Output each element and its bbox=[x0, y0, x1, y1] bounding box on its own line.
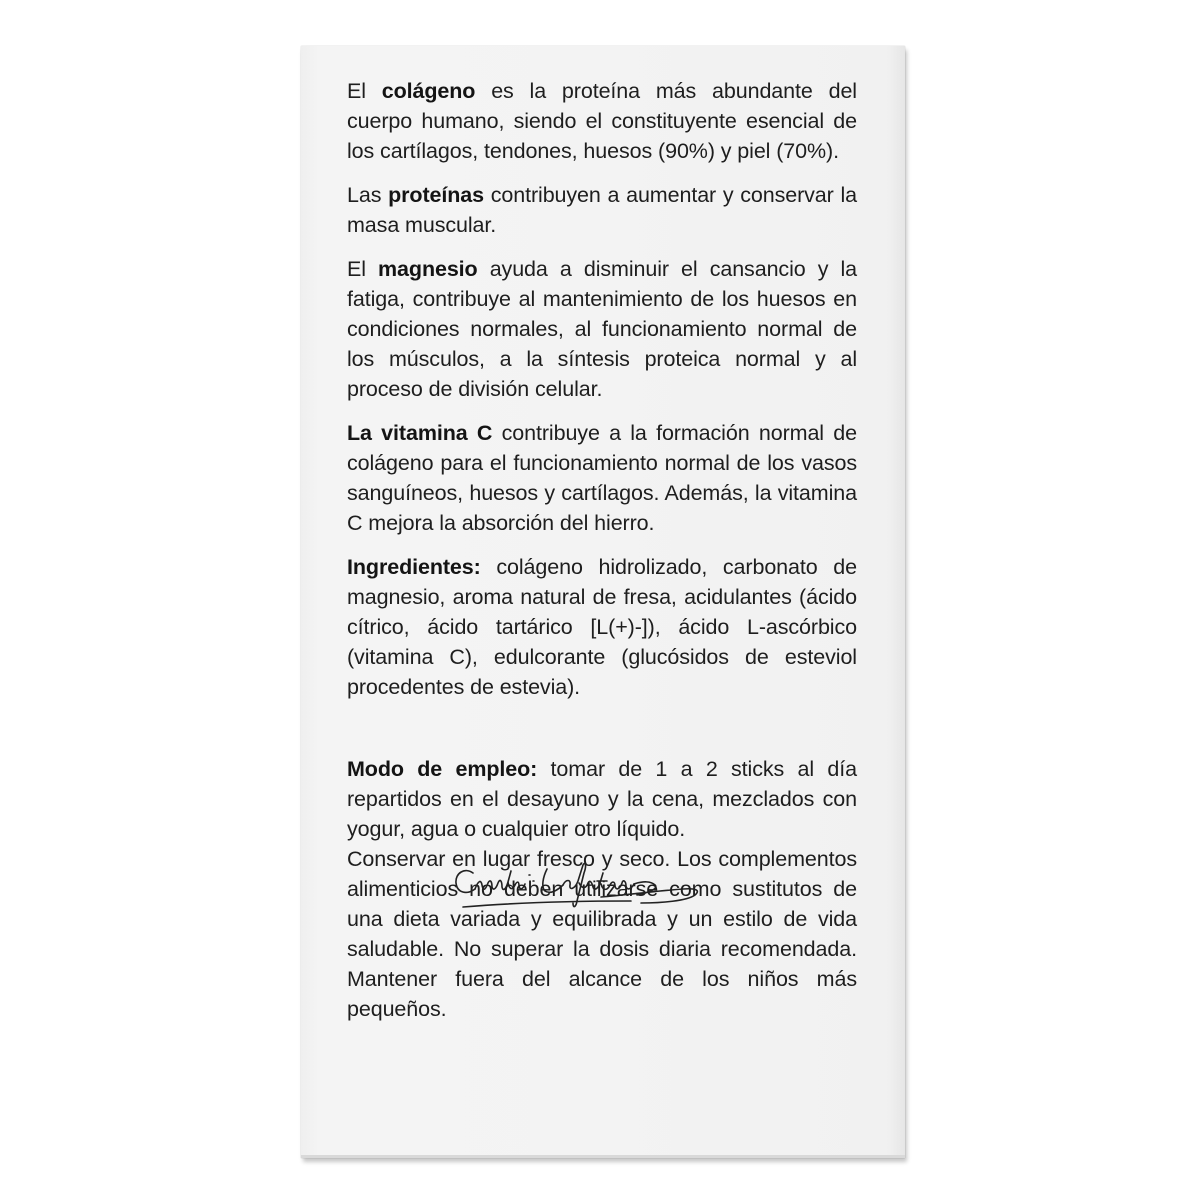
vitamin-c-term: La vitamina C bbox=[347, 421, 493, 445]
collagen-paragraph: El colágeno es la proteína más abundante del cuerpo humano, siendo el constituyente esencial de los cartílagos, tendones, huesos (90%) y piel (70%). bbox=[347, 79, 857, 163]
ingredients-paragraph: Ingredientes: colágeno hidrolizado, carbonato de magnesio, aroma natural de fresa, acidulantes (ácido cítrico, ácido tartárico [L(+)-]), ácido L-ascórbico (vitamina C), edulcorante (glucósidos de esteviol procedentes de estevia). bbox=[347, 555, 857, 699]
vitamin-c-paragraph: La vitamina C contribuye a la formación normal de colágeno para el funcionamiento normal de los vasos sanguíneos, huesos y cartílagos. Además, la vitamina C mejora la absorción del hierro. bbox=[347, 421, 857, 535]
magnesium-paragraph: El magnesio ayuda a disminuir el cansancio y la fatiga, contribuye al mantenimiento de los huesos en condiciones normales, al funcionamiento normal de los músculos, a la síntesis proteica normal y al proceso de división celular. bbox=[347, 257, 857, 401]
collagen-term: colágeno bbox=[381, 79, 476, 103]
ingredients-label: Ingredientes: bbox=[347, 555, 481, 579]
usage-paragraph: Modo de empleo: tomar de 1 a 2 sticks al día repartidos en el desayuno y la cena, mezclados con yogur, agua o cualquier otro líquido. bbox=[347, 757, 857, 841]
usage-label: Modo de empleo: bbox=[347, 757, 538, 781]
proteins-term: proteínas bbox=[388, 183, 484, 207]
proteins-paragraph: Las proteínas contribuyen a aumentar y conservar la masa muscular. bbox=[347, 183, 857, 237]
storage-warning-paragraph: Conservar en lugar fresco y seco. Los complementos alimenticios no deben utilizarse como sustitutos de una dieta variada y equilibrada y un estilo de vida saludable. No superar la dosis diaria recomendada. Mantener fuera del alcance de los niños más pequeños. bbox=[347, 847, 857, 1021]
magnesium-term: magnesio bbox=[378, 257, 478, 281]
handwritten-signature-icon bbox=[451, 851, 721, 921]
product-info-panel bbox=[301, 46, 905, 1158]
